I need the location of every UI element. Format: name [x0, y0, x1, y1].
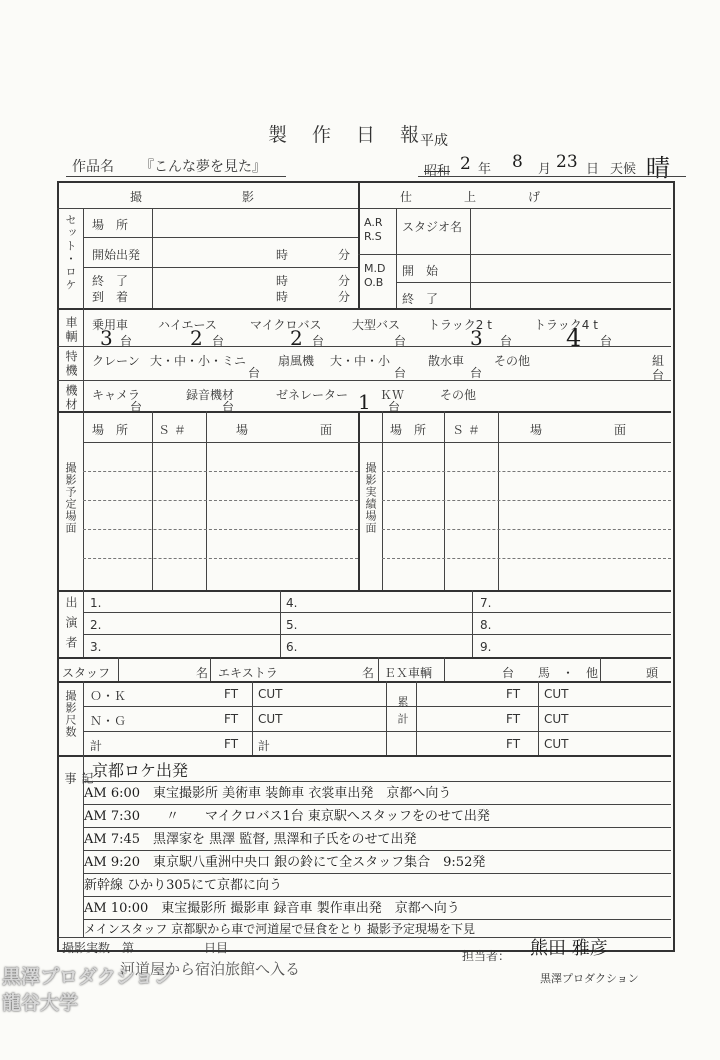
notes-label: 記 事 — [63, 772, 94, 1060]
work-label: 作品名 — [72, 159, 114, 175]
crane-unit: 台 — [248, 366, 261, 380]
plan-scenes-label: 撮影予定場面 — [64, 462, 77, 534]
vehicle-hiace-label: ハイエース — [158, 318, 217, 332]
sprinkler-label: 散水車 — [428, 354, 465, 368]
cut-unit: CUT — [544, 737, 569, 751]
date-month: 8 — [512, 152, 523, 172]
section-shooting: 撮 影 — [130, 190, 259, 204]
cut-unit: CUT — [258, 712, 283, 726]
vehicle-unit: 台 — [212, 334, 225, 348]
crane-sizes: 大・中・小・ミニ — [150, 354, 247, 368]
special-other-unit: 台 — [652, 368, 665, 382]
ft-unit: FT — [224, 712, 239, 726]
archive-watermark-line1: 黒澤プロダクション — [2, 966, 173, 988]
arrive-label: 到 着 — [92, 290, 129, 304]
vehicles-label: 車輌 — [64, 316, 78, 344]
weather-value: 晴 — [646, 154, 670, 182]
film-label: 撮影尺数 — [64, 690, 77, 738]
vehicle-truck4t-value: 4 — [566, 324, 582, 352]
ex-vehicle-unit: 台 — [502, 666, 515, 680]
end-minute-unit: 分 — [338, 274, 351, 288]
fan-label: 扇風機 — [278, 354, 315, 368]
actual-scene-header: 場 面 — [530, 423, 627, 437]
arrive-minute-unit: 分 — [338, 290, 351, 304]
note-line-7: AM 10:00 東宝撮影所 撮影車 録音車 製作車出発 京都へ向う — [84, 901, 460, 916]
fan-sizes: 大・中・小 — [330, 354, 391, 368]
kw-label: ＫＷ — [380, 388, 405, 402]
vehicle-truck2t-label: トラック2 t — [428, 318, 492, 332]
film-ok-label: Ｏ・Ｋ — [90, 689, 127, 703]
actual-scene-no-header: Ｓ ＃ — [452, 423, 480, 437]
date-day: 23 — [556, 152, 578, 172]
equipment-label: 機材 — [64, 384, 78, 412]
vehicle-truck4t-label: トラック4 t — [534, 318, 598, 332]
note-line-3: AM 7:30 〃 マイクロバス1台 東京駅へスタッフをのせて出発 — [84, 809, 490, 824]
note-line-5: AM 9:20 東京駅八重洲中央口 銀の鈴にて全スタッフ集合 9:52発 — [84, 855, 486, 870]
studio-label: スタジオ名 — [402, 220, 463, 234]
horse-unit: 頭 — [646, 666, 659, 680]
month-unit: 月 — [538, 162, 552, 177]
special-other-label: その他 — [494, 354, 531, 368]
person-in-charge-label: 担当者： — [462, 949, 511, 963]
actual-scenes-label: 撮影実績場面 — [364, 462, 377, 534]
shooting-days-unit: 日目 — [204, 941, 229, 955]
cut-total-label: 計 — [258, 739, 271, 753]
cast-item: 5. — [286, 618, 298, 632]
special-group-unit: 組 — [652, 354, 665, 368]
person-in-charge-name: 熊田 雅彦 — [530, 938, 608, 959]
cut-unit: CUT — [258, 687, 283, 701]
ar-label: A.R — [364, 216, 383, 229]
ex-vehicle-label: ＥＸ車輌 — [384, 666, 433, 680]
extra-label: エキストラ — [218, 666, 278, 680]
vehicle-microbus-label: マイクロバス — [250, 318, 322, 332]
date-year: 2 — [460, 154, 471, 174]
ft-unit: FT — [506, 712, 521, 726]
finish-start-label: 開 始 — [402, 264, 439, 278]
start-hour-unit: 時 — [276, 248, 289, 262]
cast-item: 9. — [480, 640, 492, 654]
vehicle-microbus-value: 2 — [290, 326, 303, 350]
plan-place-header: 場 所 — [92, 423, 129, 437]
special-label: 特機 — [64, 350, 78, 378]
form-title: 製 作 日 報 — [268, 124, 423, 146]
note-overflow-line: 河道屋から宿泊旅館へ入る — [120, 960, 301, 978]
rs-label: R.S — [364, 230, 382, 243]
work-title: 『こんな夢を見た』 — [140, 159, 266, 175]
cast-item: 8. — [480, 618, 492, 632]
film-ng-label: Ｎ・Ｇ — [90, 714, 127, 728]
fan-unit: 台 — [394, 366, 407, 380]
vehicle-truck2t-value: 3 — [470, 326, 483, 350]
note-line-1: 京都ロケ出発 — [92, 761, 189, 780]
cast-item: 4. — [286, 596, 298, 610]
ft-unit: FT — [506, 737, 521, 751]
plan-scene-no-header: Ｓ ＃ — [158, 423, 186, 437]
cumulative-label: 累計 — [396, 696, 409, 730]
staff-unit: 名 — [196, 666, 209, 680]
vehicle-unit: 台 — [120, 334, 133, 348]
start-label: 開始出発 — [92, 248, 141, 262]
vehicle-sedan-label: 乗用車 — [92, 318, 129, 332]
vehicle-sedan-value: 3 — [100, 326, 113, 350]
ft-unit: FT — [506, 687, 521, 701]
section-finishing: 仕 上 げ — [400, 190, 545, 204]
sound-unit: 台 — [222, 400, 235, 414]
camera-label: キャメラ — [92, 388, 141, 402]
date-era-printed: 昭和 — [424, 164, 451, 179]
sprinkler-unit: 台 — [470, 366, 483, 380]
set-loca-label: セット・ロケ — [64, 214, 77, 292]
ft-unit: FT — [224, 737, 239, 751]
actual-place-header: 場 所 — [390, 423, 427, 437]
extra-unit: 名 — [362, 666, 375, 680]
horse-label: 馬 ・ 他 — [538, 666, 599, 680]
generator-label: ゼネレーター — [276, 388, 349, 402]
cast-item: 1. — [90, 596, 102, 610]
vehicle-unit: 台 — [600, 334, 613, 348]
note-line-6: 新幹線 ひかり305にて京都に向う — [84, 878, 282, 893]
note-line-8: メインスタッフ 京都駅から車で河道屋で昼食をとり 撮影予定現場を下見 — [84, 922, 476, 936]
company-name: 黒澤プロダクション — [540, 972, 639, 985]
film-total-label: 計 — [90, 739, 103, 753]
finish-end-label: 終 了 — [402, 292, 439, 306]
kw-unit: 台 — [388, 400, 401, 414]
vehicle-unit: 台 — [394, 334, 407, 348]
generator-value: 1 — [358, 390, 371, 414]
vehicle-largebus-label: 大型バス — [352, 318, 401, 332]
weather-label: 天候 — [610, 162, 637, 177]
vehicle-unit: 台 — [500, 334, 513, 348]
plan-scene-header: 場 面 — [236, 423, 333, 437]
place-label: 場 所 — [92, 218, 129, 232]
camera-unit: 台 — [130, 400, 143, 414]
cast-item: 3. — [90, 640, 102, 654]
ft-unit: FT — [224, 687, 239, 701]
end-label: 終 了 — [92, 274, 129, 288]
cast-item: 2. — [90, 618, 102, 632]
cast-item: 6. — [286, 640, 298, 654]
staff-label: スタッフ — [62, 666, 111, 680]
cut-unit: CUT — [544, 712, 569, 726]
vehicle-unit: 台 — [312, 334, 325, 348]
equipment-other-label: その他 — [440, 388, 477, 402]
cast-label: 出演者 — [64, 596, 78, 656]
start-minute-unit: 分 — [338, 248, 351, 262]
archive-watermark-line2: 龍谷大学 — [2, 992, 79, 1014]
note-line-2: AM 6:00 東宝撮影所 美術車 装飾車 衣裳車出発 京都へ向う — [84, 786, 452, 801]
day-unit: 日 — [586, 162, 600, 177]
end-hour-unit: 時 — [276, 274, 289, 288]
note-line-4: AM 7:45 黒澤家を 黒澤 監督, 黒澤和子氏をのせて出発 — [84, 832, 417, 847]
arrive-hour-unit: 時 — [276, 290, 289, 304]
year-unit: 年 — [478, 162, 492, 177]
md-label: M.D — [364, 262, 386, 275]
cut-unit: CUT — [544, 687, 569, 701]
crane-label: クレーン — [92, 354, 140, 368]
date-era-written: 平成 — [420, 133, 448, 149]
shooting-days-label: 撮影実数 第 — [62, 941, 135, 955]
cast-item: 7. — [480, 596, 492, 610]
vehicle-hiace-value: 2 — [190, 326, 203, 350]
ob-label: O.B — [364, 276, 384, 289]
sound-label: 録音機材 — [186, 388, 235, 402]
